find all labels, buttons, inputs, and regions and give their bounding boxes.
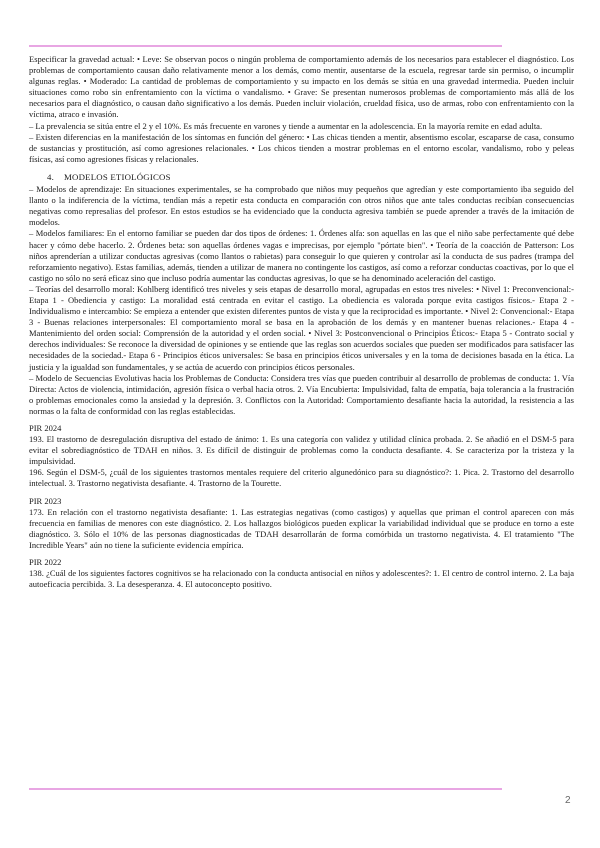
pir-2024-question-196: 196. Según el DSM-5, ¿cuál de los siguientes trastornos mentales requiere del criterio algunedónico para su diagnóstico?: 1. Pica. 2. Trastorno del desarrollo intelectual. 3. Trastorno negativista desafiante. 4. Trastorno de la Tourette. [29,467,574,489]
evolutive-sequences-paragraph: – Modelo de Secuencias Evolutivas hacia los Problemas de Conducta: Considera tres vías que pueden contribuir al desarrollo de problemas de conducta: 1. Vía Directa: Actos de violencia, intimidación, agresión física o verbal hacia otros. 2. Vía Encubierta: Impulsividad, falta de empatía, baja tolerancia a la frustración o problemas emocionales como la ansiedad y la depresión. 3. Conflictos con la Autoridad: Comportamiento desafiante hacia la autoridad, la resistencia a las normas o la falta de conformidad con las reglas establecidas. [29,372,574,416]
severity-paragraph: Especificar la gravedad actual: • Leve: Se observan pocos o ningún problema de comportamiento además de los necesarios para establecer el diagnóstico. Los problemas de comportamiento causan daño relativamente menor a los demás, como mentir, ausentarse de la escuela, regresar tarde sin permiso, o incumplir algunas reglas. • Moderado: La cantidad de problemas de comportamiento y su impacto en los demás se sitúa en una gravedad intermedia. Pueden incluir situaciones como robo sin enfrentamiento con la víctima o vandalismo. • Grave: Se presentan numerosos problemas de comportamiento más allá de los necesarios para el diagnóstico, o causan daño significativo a los demás. Pueden incluir violación, crueldad física, uso de armas, robo con enfrentamiento con la víctima, atraco e invasión. [29,54,574,120]
pir-2023-label: PIR 2023 [29,495,62,506]
family-models-paragraph: – Modelos familiares: En el entorno familiar se pueden dar dos tipos de órdenes: 1. Órdenes alfa: son aquellas en las que el niño sabe perfectamente qué debe hacer y cómo debe hacerlo. 2. Órdenes beta: son aquellas órdenes vagas e imprecisas, por ejemplo "pórtate bien". • Teoría de la coacción de Patterson: Los niños aprenderían a utilizar conductas agresivas (como llantos o rabietas) para conseguir lo que quieren y controlar así la conducta de sus padres (trampa del reforzamiento negativo). Estas familias, además, tienden a utilizar de manera no contingente los castigos, así como a reforzar conductas coactivas, por lo que el castigo no sólo no será eficaz sino que incluso podría aumentar las conductas agresivas, lo que se ha denominado aceleración del castigo. [29,228,574,283]
pir-2022-question-138: 138. ¿Cuál de los siguientes factores cognitivos se ha relacionado con la conducta antisocial en niños y adolescentes?: 1. El centro de control interno. 2. La baja autoeficacia percibida. 3. La desesperanza. 4. El autoconcepto positivo. [29,568,574,590]
top-divider [29,45,502,47]
document-body [29,54,574,590]
learning-models-paragraph: – Modelos de aprendizaje: En situaciones experimentales, se ha comprobado que niños muy pequeños que agredían y este comportamiento iba seguido del llanto o la indiferencia de la víctima, tendían más a repetir esta conducta en comparación con otros niños que ante tales conductas recibían consecuencias negativas como represalias del profesor. En estos estudios se ha evidenciado que la conducta agresiva también se puede aprender a través de la imitación de modelos. [29,184,574,228]
page-number: 2 [565,795,571,806]
pir-2023-question-173: 173. En relación con el trastorno negativista desafiante: 1. Las estrategias negativas (como castigos) y aquellas que priman el control aparecen con más frecuencia en familias de menores con este diagnóstico. 2. Los hallazgos biológicos pueden explicar la variabilidad individual que se produce en torno a este diagnóstico. 3. Sólo el 10% de las personas diagnosticadas de TDAH desarrollarán de forma comórbida un trastorno negativista. 4. El tratamiento "The Incredible Years" aún no tiene la suficiente evidencia empírica. [29,506,574,550]
moral-development-paragraph: – Teorías del desarrollo moral: Kohlberg identificó tres niveles y seis etapas de desarrollo moral, agrupadas en estos tres niveles: • Nivel 1: Preconvencional:- Etapa 1 - Obediencia y castigo: La moralidad está centrada en evitar el castigo. La obediencia es valorada porque evita castigos físicos.- Etapa 2 - Individualismo e intercambio: Se empieza a entender que existen diferentes puntos de vista y que la reciprocidad es importante. • Nivel 2: Convencional:- Etapa 3 - Buenas relaciones interpersonales: El comportamiento moral se basa en la aprobación de los demás y en mantener buenas relaciones.- Etapa 4 - Mantenimiento del orden social: Comprensión de la autoridad y el orden social. • Nivel 3: Postconvencional o Principios Éticos:- Etapa 5 - Contrato social y derechos individuales: Se reconoce la diversidad de opiniones y se entiende que las reglas son acuerdos sociales que pueden ser modificados para satisfacer las necesidades de la sociedad.- Etapa 6 - Principios éticos universales: Se basa en principios éticos universales y en la toma de decisiones basada en la ética. La justicia y la igualdad son fundamentales, y se actúa de acuerdo con principios éticos personales. [29,283,574,372]
prevalence-paragraph: – La prevalencia se sitúa entre el 2 y el 10%. Es más frecuente en varones y tiende a aumentar en la adolescencia. En la mayoría remite en edad adulta. [29,120,543,131]
pir-2024-question-193: 193. El trastorno de desregulación disruptiva del estado de ánimo: 1. Es una categoría con validez y utilidad clínica probada. 2. Se añadió en el DSM-5 para evitar el sobrediagnóstico de TDAH en niños. 3. Es difícil de distinguir de problemas como la conducta desafiante. 4. Se caracteriza por la tristeza y la impulsividad. [29,434,574,467]
gender-differences-paragraph: – Existen diferencias en la manifestación de los síntomas en función del género: • Las chicas tienden a mentir, absentismo escolar, escaparse de casa, consumo de sustancias y prostitución, así como agresiones relacionales. • Los chicos tienden a mostrar problemas en el entorno escolar, vandalismo, robo y peleas físicas, así como agresiones físicas y relacionales. [29,131,574,164]
bottom-divider [29,788,502,790]
pir-2022-label: PIR 2022 [29,557,62,568]
section-title: MODELOS ETIOLÓGICOS [64,171,171,182]
section-number: 4. [47,171,54,182]
pir-2024-label: PIR 2024 [29,423,62,433]
section-heading [29,172,574,183]
